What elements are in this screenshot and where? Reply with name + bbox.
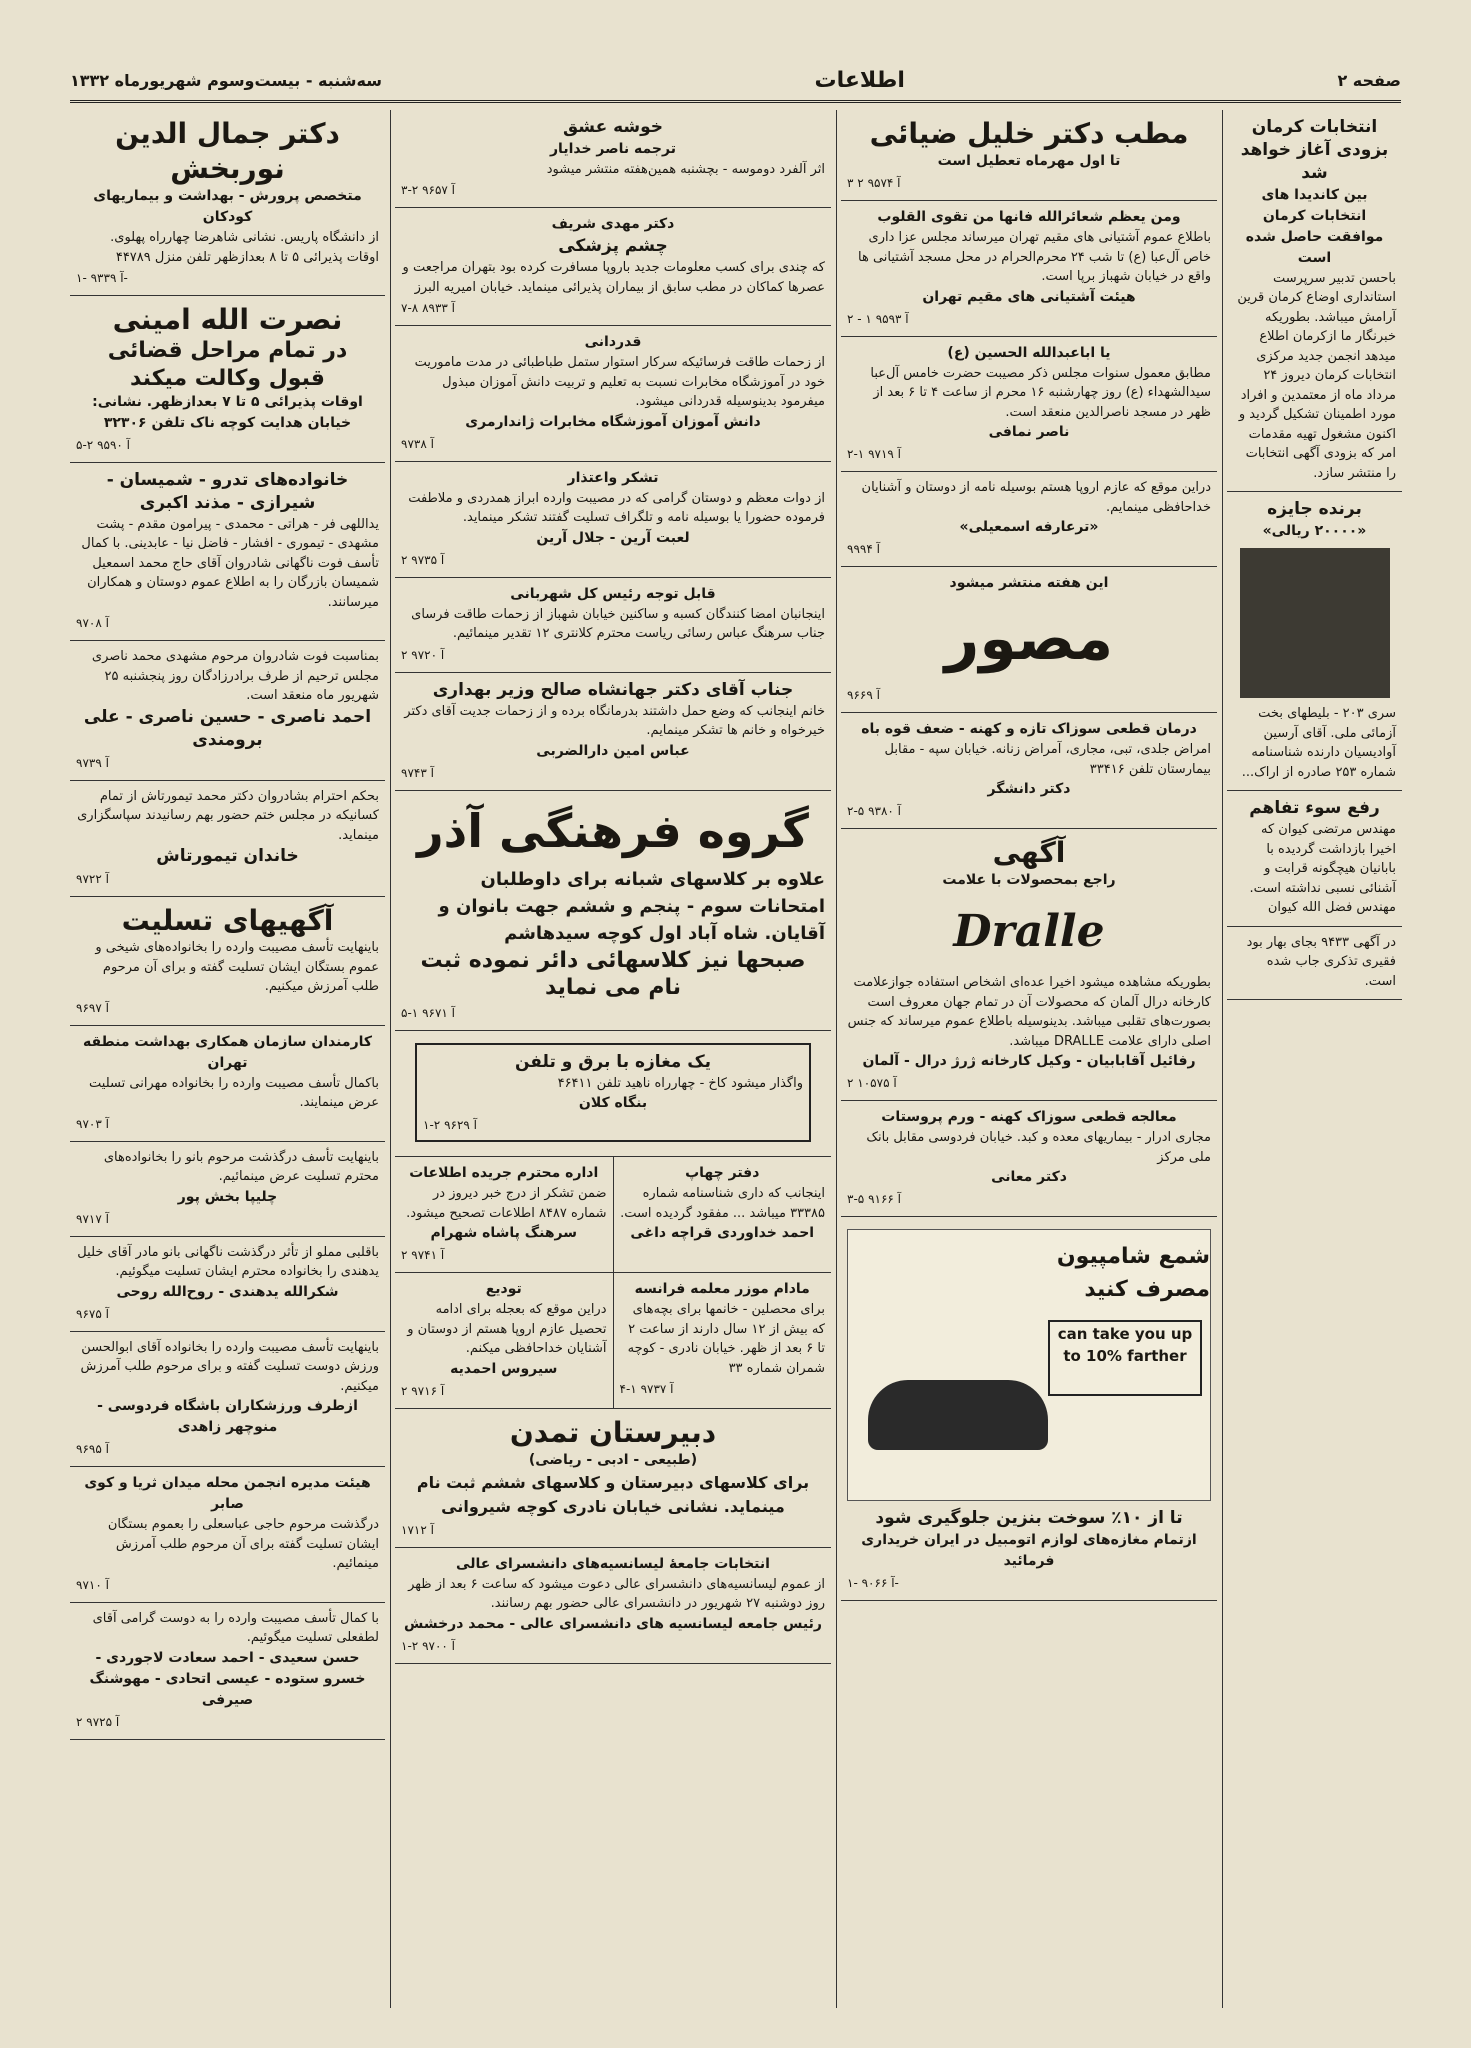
ad-block: با کمال تأسف مصیبت وارده را به دوست گرامی آقای لطفعلی تسلیت میگوئیم. حسن سعیدی - احمد سعادت لاجوردی - خسرو ستوده - عیسی اتحادی - مهوشنگ صیرفی آ ۹۷۲۵ ۲ [70, 1603, 385, 1740]
column-right [1227, 110, 1402, 2008]
ad-block: دفتر چهاپ اینجانب که داری شناسنامه شماره ۳۳۳۸۵ میباشد ... مفقود گردیده است. احمد خداوردی قراچه داغی [613, 1157, 832, 1272]
paper-name: اطلاعات [814, 67, 905, 93]
column-left [70, 110, 385, 2008]
split-row [395, 1157, 831, 1273]
ad-block: دبیرستان تمدن (طبیعی - ادبی - ریاضی) برای کلاسهای دبیرستان و کلاسهای ششم ثبت نام مینماید. نشانی خیابان نادری کوچه شیروانی آ ۱۷۱۲ [395, 1409, 831, 1548]
ad-block: یک مغازه با برق و تلفن واگذار میشود کاخ - چهارراه ناهید تلفن ۴۶۴۱۱ بنگاه کلان آ ۹۶۲۹ ۲-۱ [395, 1031, 831, 1157]
winner-photo [1240, 548, 1390, 698]
ad-block: هیئت مدیره انجمن محله میدان ثریا و کوی صابر درگذشت مرحوم حاجی عباسعلی را بعموم بستگان ایشان تسلیت گفته برای آن مرحوم طلب آمرزش مینمائیم. آ ۹۷۱۰ [70, 1467, 385, 1603]
ad-block: کارمندان سازمان همکاری بهداشت منطقه تهران باکمال تأسف مصیبت وارده را بخانواده مهرانی تسلیت عرض مینمایند. آ ۹۷۰۳ [70, 1026, 385, 1142]
ad-block: تشکر واعتذار از دوات معظم و دوستان گرامی که در مصیبت وارده ابراز همدردی و ملاطفت فرموده حضورا یا بوسیله نامه و تلگراف تسلیت گفتند تشکر مینماید. لعبت آرین - جلال آرین آ ۹۷۳۵ ۲ [395, 462, 831, 578]
column-center-left [395, 110, 831, 2008]
ad-block: دکتر جمال الدین نوربخش متخصص پرورش - بهداشت و بیماریهای کودکان از دانشگاه پاریس. نشانی شاهرضا چهارراه پهلوی. اوقات پذیرائی ۵ تا ۸ بعدازظهر تلفن منزل ۴۴۷۸۹ آ ۹۳۳۹ -۱- [70, 110, 385, 296]
ad-block: باینهایت تأسف مصیبت وارده را بخانواده آقای ابوالحسن ورزش دوست تسلیت گفته و برای مرحوم طلب آمرزش میکنیم. ازطرف ورزشکاران باشگاه فردوسی - منوچهر زاهدی آ ۹۶۹۵ [70, 1332, 385, 1468]
ad-block: گروه فرهنگی آذر علاوه بر کلاسهای شبانه برای داوطلبان امتحانات سوم - پنجم و ششم جهت بانوان و آقایان. شاه آباد اول کوچه سیدهاشم صبحها نیز کلاسهائی دائر نموده ثبت نام می نماید آ ۹۶۷۱ ۱-۵ [395, 791, 831, 1031]
ad-block: مطب دکتر خلیل ضیائی تا اول مهرماه تعطیل است آ ۹۵۷۴ ۲ ۳ [841, 110, 1217, 201]
masthead [70, 60, 1401, 103]
spark-plug-ad-image: شمع شامپیون مصرف کنید can take you up to 10% farther [847, 1229, 1211, 1501]
ad-block: نصرت الله امینی در تمام مراحل قضائی قبول وکالت میکند اوقات پذیرائی ۵ تا ۷ بعدازظهر. نشانی: خیابان هدایت کوچه ناک تلفن ۳۲۳۰۶ آ ۹۵۹۰ ۲-۵ [70, 296, 385, 463]
ad-block: اداره محترم جریده اطلاعات ضمن تشکر از درج خبر دیروز در شماره ۸۴۸۷ اطلاعات تصحیح میشود. سرهنگ پاشاه شهرام آ ۹۷۴۱ ۲ [401, 1165, 607, 1263]
news-article: رفع سوء تفاهم مهندس مرتضی کیوان که اخیرا بازداشت گردیده با بابانیان هیچگونه قرابت و آشنائی نسبی نداشته است. مهندس فضل الله کیوان [1227, 791, 1402, 926]
split-row [395, 1273, 831, 1409]
ad-block: خانواده‌های تدرو - شمیسان - شیرازی - مذند اکبری یداللهی فر - هراتی - محمدی - پیرامون مقدم - پشت مشهدی - تیموری - افشار - فاضل نیا - عابدینی. با کمال تأسف فوت ناگهانی شادروان آقای حاج محمد اسمعیل شمیسان بازرگان را به اطلاع عموم دوستان و همکاران میرسانند. آ ۹۷۰۸ [70, 463, 385, 641]
ad-block: قابل توجه رئیس کل شهربانی اینجانبان امضا کنندگان کسبه و ساکنین خیابان شهباز از زحمات طاقت فرسای جناب سرهنگ عباس رسائی ریاست محترم کلانتری ۱۲ تقدیر مینمائیم. آ ۹۷۲۰ ۲ [395, 578, 831, 673]
ad-block: آگهیهای تسلیت باینهایت تأسف مصیبت وارده را بخانواده‌های شیخی و عموم بستگان ایشان تسلیت گفته و برای آن مرحوم طلب آمرزش میکنیم. آ ۹۶۹۷ [70, 897, 385, 1026]
ad-block: باینهایت تأسف درگذشت مرحوم بانو را بخانواده‌های محترم تسلیت عرض مینمائیم. چلیپا بخش پور آ ۹۷۱۷ [70, 1142, 385, 1237]
ad-block: بمناسبت فوت شادروان مرحوم مشهدی محمد ناصری مجلس ترحیم از طرف برادرزادگان روز پنجشنبه ۲۵ شهریور ماه منعقد است. احمد ناصری - حسین ناصری - علی برومندی آ ۹۷۳۹ [70, 641, 385, 780]
ad-block: این هفته منتشر میشود مصور آ ۹۶۶۹ [841, 567, 1217, 713]
ad-block: ومن یعظم شعائرالله فانها من تقوی القلوب باطلاع عموم آشتیانی های مقیم تهران میرساند مجلس عزا داری خاص آل‌عبا (ع) تا شب ۲۴ محرم‌الحرام در محل مسجد آشتیانی ها واقع در خیابان شهباز برپا است. هیئت آشتیانی های مقیم تهران آ ۹۵۹۳ ۱ - ۲ [841, 201, 1217, 337]
news-article: در آگهی ۹۴۳۳ بجای بهار بود فقیری تذکری جاب شده است. [1227, 927, 1402, 1001]
ad-block: بحکم احترام بشادروان دکتر محمد تیمورتاش از تمام کسانیکه در مجلس ختم حضور بهم رسانیدند سپاسگزاری مینماید. خاندان تیمورتاش آ ۹۷۲۲ [70, 781, 385, 897]
page-label: صفحه ۲ [1337, 70, 1401, 90]
ad-block: یا اباعبدالله الحسین (ع) مطابق معمول سنوات مجلس ذکر مصیبت حضرت خامس آل‌عبا سیدالشهداء (ع) روز چهارشنبه ۱۶ محرم از ساعت ۴ تا ۶ بعد از ظهر در مسجد ناصرالدین منعقد است. ناصر نمافی آ ۹۷۱۹ ۱-۲ [841, 337, 1217, 473]
news-article: برنده‌ جایزه «۲۰۰۰۰ ریالی» سری ۲۰۳ - بلیطهای بخت آزمائی ملی. آقای آرسین آوادیسیان دارنده شناسنامه شماره ۲۵۳ صادره از اراک... [1227, 492, 1402, 791]
car-icon [868, 1380, 1048, 1450]
date-line: سه‌شنبه - بیست‌وسوم شهریورماه ۱۳۳۲ [70, 70, 382, 90]
ad-block: انتخابات جامعهٔ لیسانسیه‌های دانشسرای عالی از عموم لیسانسیه‌های دانشسرای عالی دعوت میشود که ساعت ۶ بعد از ظهر روز دوشنبه ۲۷ شهریور در دانشسرای عالی حضور بهم رسانند. رئیس جامعه لیسانسیه های دانشسرای عالی - محمد درخشش آ ۹۷۰۰ ۲-۱ [395, 1548, 831, 1664]
ad-block: مادام موزر معلمه فرانسه برای محصلین - خانمها برای بچه‌های که بیش از ۱۲ سال دارند از ساعت ۲ تا ۶ بعد از ظهر. خیابان نادری - کوچه شمران شماره ۳۳ آ ۹۷۳۷ ۱-۴ [613, 1273, 832, 1408]
ad-block: درمان قطعی سوزاک تازه و کهنه - ضعف قوه باه امراض جلدی، تبی، مجاری، آمراض زنانه. خیابان سپه - مقابل بیمارستان تلفن ۳۳۴۱۶ دکتر دانشگر آ ۹۳۸۰ ۵-۲ [841, 713, 1217, 829]
ad-block: شمع شامپیون مصرف کنید can take you up to 10% farther تا از ۱۰٪ سوخت بنزین جلوگیری شود ازتمام مغازه‌های لوازم اتومبیل در ایران خریداری فرمائید آ ۹۰۶۶ -۱- [841, 1217, 1217, 1601]
ad-block: جناب آقای دکتر جهانشاه صالح وزیر بهداری خانم اینجانب که وضع حمل داشتند بدرمانگاه برده و از زحمات جدیت آقای دکتر خیرخواه و خانم ها تشکر مینمایم. عباس امین دارالضربی آ ۹۷۴۳ [395, 673, 831, 791]
dralle-logo: Dralle [953, 906, 1105, 957]
ad-block: معالجه قطعی سوزاک کهنه - ورم پروستات مجاری ادرار - بیماریهای معده و کبد. خیابان فردوسی مقابل بانک ملی مرکز دکتر معانی آ ۹۱۶۶ ۵-۳ [841, 1101, 1217, 1217]
ad-block: باقلبی مملو از تأثر درگذشت ناگهانی بانو مادر آقای خلیل یدهندی را بخانواده محترم ایشان تسلیت میگوئیم. شکرالله یدهندی - روح‌الله روحی آ ۹۶۷۵ [70, 1237, 385, 1332]
news-article: انتخابات کرمان بزودی آغاز خواهد شد بین کاندیدا های انتخابات کرمان موافقت حاصل شده است باحسن تدبیر سرپرست استانداری اوضاع کرمان قرین آرامش میباشد. بطوریکه خبرنگار ما ازکرمان اطلاع میدهد انجمن جدید مرکزی انتخابات کرمان دیروز ۲۴ مرداد ماه از معتمدین و افراد مورد اطمینان تشکیل گردید و اکنون مشغول تهیه مقدمات امر که بزودی آگهی انتخابات را منتشر سازد. [1227, 110, 1402, 492]
ad-tagline: can take you up to 10% farther [1048, 1320, 1202, 1396]
ad-block: قدردانی از زحمات طاقت فرسائیکه سرکار استوار ستمل طباطبائی در مدت ماموریت خود در آموزشگاه مخابرات نسبت به تعلیم و تربیت دانش آموزان مبذول میفرمود بدینوسیله قدردانی میشود. دانش آموزان آموزشگاه مخابرات ژاندارمری آ ۹۷۳۸ [395, 326, 831, 462]
ad-block: خوشه عشق ترجمه ناصر خدایار اثر آلفرد دوموسه - بچشنبه همین‌هفته منتشر میشود آ ۹۶۵۷ ۲-۳ [395, 110, 831, 208]
ad-block: آگهی راجع بمحصولات با علامت Dralle بطوریکه مشاهده میشود اخیرا عده‌ای اشخاص استفاده جوازعلامت کارخانه درال آلمان که محصولات آن در تمام جهان معروف است بصورت‌های تقلبی میباشد. بدینوسیله باطلاع عموم میرساند که جنس اصلی دارای علامت DRALLE میباشد. رفائیل آقابابیان - وکیل کارخانه ژرژ درال - آلمان آ ۱۰۵۷۵ ۲ [841, 829, 1217, 1101]
column-center-right [841, 110, 1217, 2008]
ad-block: دکتر مهدی شریف چشم پزشکی که چندی برای کسب معلومات جدید باروپا مسافرت کرده بود بتهران مراجعت و عصرها کماکان در مطب سابق از بیماران پذیرائی مینماید. خیابان امیریه البرز آ ۸۹۳۳ ۸-۷ [395, 208, 831, 326]
ad-block: دراین موقع که عازم اروپا هستم بوسیله نامه از دوستان و آشنایان خداحافظی مینمایم. «ترعارفه اسمعیلی» آ ۹۹۹۴ [841, 472, 1217, 567]
ad-block: توديع دراین موقع که بعجله برای ادامه تحصیل عازم اروپا هستم از دوستان و آشنایان خداحافظی میکنم. سیروس احمدیه آ ۹۷۱۶ ۲ [401, 1281, 607, 1398]
